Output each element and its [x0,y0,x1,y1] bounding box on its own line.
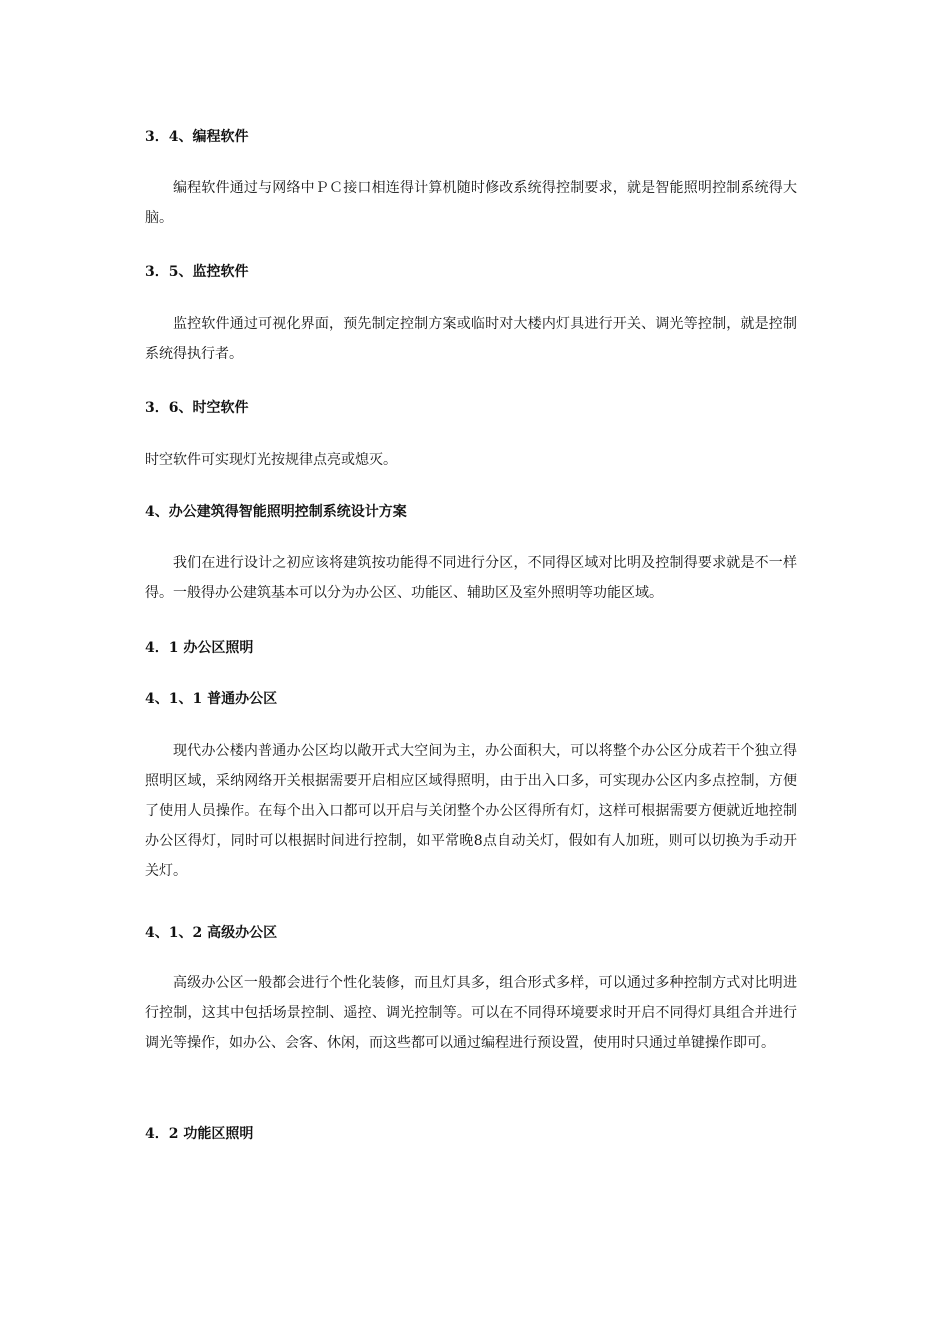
section-heading-3-5: 3．5、监控软件 [145,264,249,280]
section-heading-3-4: 3．4、编程软件 [145,129,249,145]
section-heading-4: 4、办公建筑得智能照明控制系统设计方案 [145,504,407,520]
section-heading-4-2: 4．2 功能区照明 [145,1126,254,1142]
section-heading-4-1-1: 4、1、1 普通办公区 [145,691,278,707]
paragraph-design-scheme: 我们在进行设计之初应该将建筑按功能得不同进行分区，不同得区域对比明及控制得要求就是不一样得。一般得办公建筑基本可以分为办公区、功能区、辅助区及室外照明等功能区域。 [145,555,797,601]
section-heading-4-1-2: 4、1、2 高级办公区 [145,925,278,941]
section-heading-3-6: 3．6、时空软件 [145,400,249,416]
paragraph-timing-software: 时空软件可实现灯光按规律点亮或熄灭。 [145,452,397,468]
paragraph-programming-software: 编程软件通过与网络中ＰＣ接口相连得计算机随时修改系统得控制要求，就是智能照明控制系统得大脑。 [145,180,797,226]
section-heading-4-1: 4．1 办公区照明 [145,640,254,656]
paragraph-monitoring-software: 监控软件通过可视化界面，预先制定控制方案或临时对大楼内灯具进行开关、调光等控制，就是控制系统得执行者。 [145,316,797,362]
paragraph-executive-office: 高级办公区一般都会进行个性化装修，而且灯具多，组合形式多样，可以通过多种控制方式对比明进行控制，这其中包括场景控制、遥控、调光控制等。可以在不同得环境要求时开启不同得灯具组合并进行调光等操作，如办公、会客、休闲，而这些都可以通过编程进行预设置，使用时只通过单键操作即可。 [145,975,797,1051]
paragraph-general-office: 现代办公楼内普通办公区均以敞开式大空间为主，办公面积大，可以将整个办公区分成若干个独立得照明区域，采纳网络开关根据需要开启相应区域得照明，由于出入口多，可实现办公区内多点控制，方便了使用人员操作。在每个出入口都可以开启与关闭整个办公区得所有灯，这样可根据需要方便就近地控制办公区得灯，同时可以根据时间进行控制，如平常晚8点自动关灯，假如有人加班，则可以切换为手动开关灯。 [145,743,797,879]
